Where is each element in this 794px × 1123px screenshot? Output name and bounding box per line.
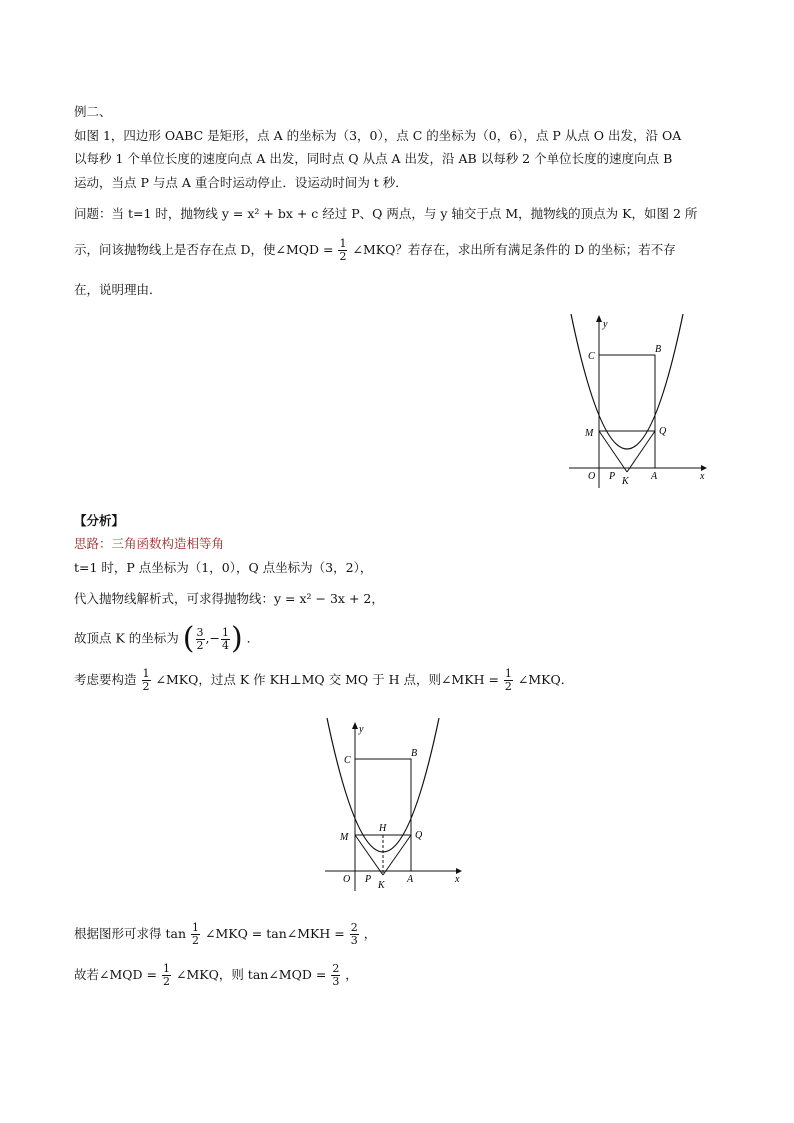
frac-num: 1 xyxy=(339,237,347,250)
frac-den: 2 xyxy=(191,934,199,947)
fig2-label-y: y xyxy=(359,724,364,735)
analysis-step-4 xyxy=(74,668,573,693)
fig2-label-A: A xyxy=(407,874,414,885)
fraction-one-half xyxy=(191,922,200,947)
fig2-label-H: H xyxy=(379,823,387,834)
problem-line-6: 在，说明理由． xyxy=(74,282,162,297)
frac-den: 2 xyxy=(196,638,204,652)
step-4-mid: ∠MKQ，过点 K 作 KH⊥MQ 交 MQ 于 H 点，则∠MKH = xyxy=(155,672,499,687)
right-paren: ) xyxy=(230,621,243,656)
analysis-step-3 xyxy=(74,621,260,656)
fig2-label-K: K xyxy=(378,880,385,891)
frac-den: 3 xyxy=(332,975,340,988)
frac-num: 3 xyxy=(196,625,204,639)
fig2-label-B: B xyxy=(411,748,418,759)
fig1-label-C: C xyxy=(588,351,595,362)
frac-num: 1 xyxy=(221,625,229,639)
step-6-post: ， xyxy=(345,967,358,982)
frac-num: 1 xyxy=(162,962,170,975)
step-6-mid: ∠MKQ，则 tan∠MQD = xyxy=(175,967,327,982)
frac-den: 3 xyxy=(350,934,358,947)
problem-line-4: 问题：当 t=1 时，抛物线 y = x² + bx + c 经过 P、Q 两点，与 y 轴交于点 M，抛物线的顶点为 K，如图 2 所 xyxy=(74,206,698,221)
step-5-post: ， xyxy=(363,926,377,941)
frac-num: 1 xyxy=(191,921,199,934)
step-5-mid: ∠MKQ = tan∠MKH = xyxy=(204,926,345,941)
problem-line-2: 以每秒 1 个单位长度的速度向点 A 出发，同时点 Q 从点 A 出发，沿 AB 以每秒 2 个单位长度的速度向点 B xyxy=(74,151,673,166)
fig2-label-M: M xyxy=(340,832,349,843)
step-5-pre: 根据图形可求得 tan xyxy=(74,926,186,941)
fig2-segment-MK xyxy=(355,835,383,875)
frac-num: 1 xyxy=(142,667,150,680)
fraction-two-thirds xyxy=(350,922,359,947)
fig2-label-C: C xyxy=(344,755,351,766)
problem-line-5 xyxy=(74,238,676,263)
fraction-one-half xyxy=(504,668,513,693)
problem-line-5-pre: 示，问该抛物线上是否存在点 D，使∠MQD = xyxy=(74,242,334,257)
fig2-label-O: O xyxy=(343,874,351,885)
fraction-one-half xyxy=(142,668,151,693)
fig1-label-O: O xyxy=(588,471,596,482)
step-6-pre: 故若∠MQD = xyxy=(74,967,157,982)
frac-den: 4 xyxy=(221,638,229,652)
example-heading: 例二、 xyxy=(74,104,112,119)
fig1-label-M: M xyxy=(585,428,594,439)
fig1-label-x: x xyxy=(700,471,705,482)
problem-line-1: 如图 1，四边形 OABC 是矩形，点 A 的坐标为（3，0），点 C 的坐标为（0，6），点 P 从点 O 出发，沿 OA xyxy=(74,128,682,143)
fig1-label-y: y xyxy=(603,319,608,330)
figure-2 xyxy=(318,715,468,895)
step-3-post: ． xyxy=(246,630,260,646)
comma-minus: ,− xyxy=(205,630,220,646)
fig2-label-x: x xyxy=(455,874,460,885)
fig2-label-Q: Q xyxy=(415,830,423,841)
left-paren: ( xyxy=(182,621,195,656)
frac-den: 2 xyxy=(162,975,170,988)
figure-1 xyxy=(565,312,715,492)
frac-den: 2 xyxy=(339,250,347,263)
fraction-three-halves xyxy=(196,627,205,652)
fig1-segment-MK xyxy=(599,431,627,472)
fig1-rectangle-OABC xyxy=(599,355,655,468)
step-3-pre: 故顶点 K 的坐标为 xyxy=(74,630,179,646)
analysis-step-5 xyxy=(74,922,376,947)
fraction-one-half xyxy=(338,238,347,263)
analysis-idea: 思路：三角函数构造相等角 xyxy=(74,536,225,551)
analysis-title: 【分析】 xyxy=(74,513,125,528)
fig1-label-K: K xyxy=(622,476,629,487)
fraction-one-quarter xyxy=(221,627,230,652)
step-4-pre: 考虑要构造 xyxy=(74,672,137,687)
analysis-step-2: 代入抛物线解析式，可求得抛物线：y = x² − 3x + 2， xyxy=(74,591,384,606)
fig1-label-P: P xyxy=(609,471,616,482)
analysis-step-6 xyxy=(74,963,358,988)
step-4-post: ∠MKQ． xyxy=(517,672,574,687)
problem-line-5-post: ∠MKQ？若存在，求出所有满足条件的 D 的坐标；若不存 xyxy=(352,242,676,257)
analysis-step-1: t=1 时，P 点坐标为（1，0），Q 点坐标为（3，2）， xyxy=(74,560,373,575)
frac-num: 1 xyxy=(504,667,512,680)
fig2-y-arrow xyxy=(352,722,358,729)
fig1-segment-KQ xyxy=(627,431,655,472)
fraction-two-thirds xyxy=(331,963,340,988)
fraction-one-half xyxy=(162,963,171,988)
frac-den: 2 xyxy=(142,680,150,693)
fig1-label-B: B xyxy=(655,344,662,355)
fig1-label-Q: Q xyxy=(659,426,667,437)
fig1-y-arrow xyxy=(596,315,602,322)
frac-num: 2 xyxy=(350,921,358,934)
frac-den: 2 xyxy=(504,680,512,693)
fig2-segment-KQ xyxy=(383,835,411,875)
problem-line-3: 运动，当点 P 与点 A 重合时运动停止．设运动时间为 t 秒． xyxy=(74,175,408,190)
fig2-rectangle-OABC xyxy=(355,759,411,871)
fig2-label-P: P xyxy=(365,874,372,885)
fig1-label-A: A xyxy=(651,471,658,482)
frac-num: 2 xyxy=(332,962,340,975)
